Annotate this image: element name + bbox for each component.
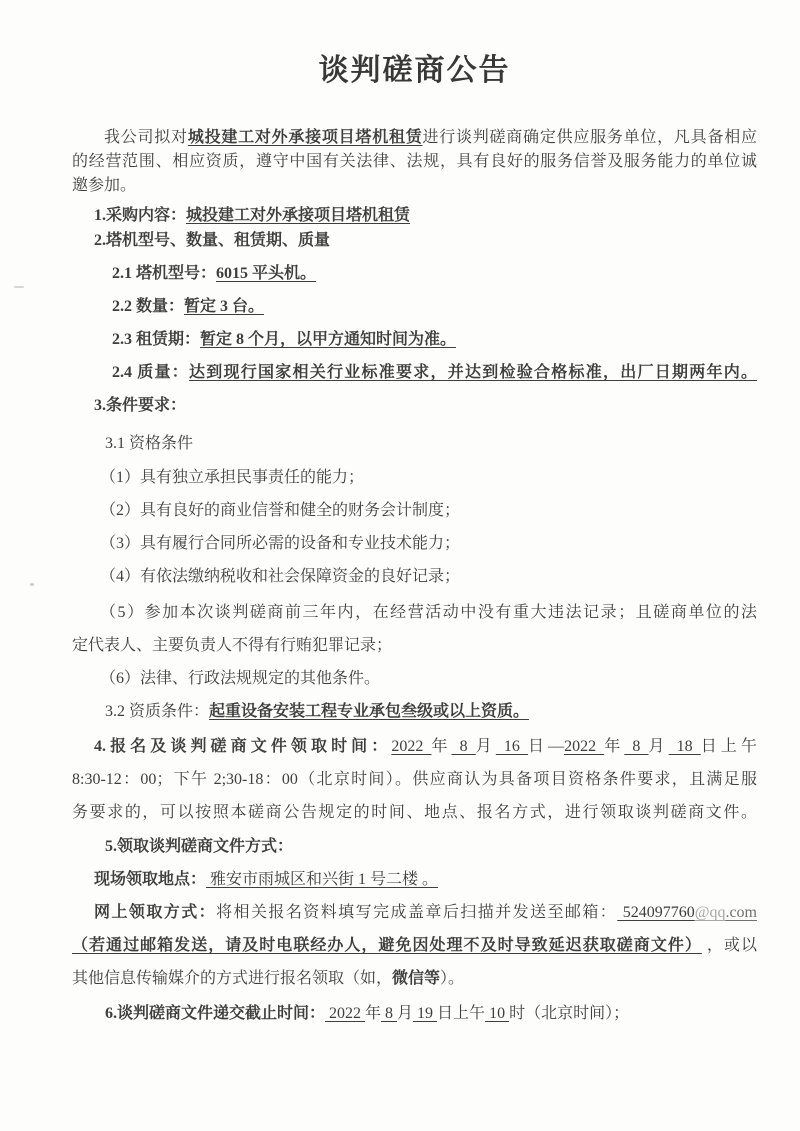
text-run: 2.塔机型号、数量、租赁期、质量: [94, 232, 331, 249]
text-run: 日上午: [437, 1005, 486, 1022]
text-run: 10: [485, 1005, 510, 1022]
text-run: 19: [413, 1005, 438, 1022]
item-4-line-1: [94, 730, 757, 763]
item-4-line-2: [72, 763, 757, 796]
text-run: 的经营范围、相应资质，遵守中国有关法律、法规，具有良好的服务信誉及服务能力的单位诚: [72, 153, 757, 170]
item-5-email-note: [72, 929, 757, 962]
text-run: 时（北京时间）；: [509, 1005, 630, 1022]
item-1-purchase-content: [94, 203, 757, 228]
text-run: 微信等: [392, 970, 441, 987]
text-run: 2022: [325, 1005, 366, 1022]
item-2-2-quantity: [112, 290, 757, 323]
text-run: 3.2 资质条件：: [105, 703, 210, 720]
text-run: 城投建工对外承接项目塔机租赁: [186, 207, 411, 224]
text-run: 起重设备安装工程专业承包叁级或以上资质。: [209, 703, 530, 720]
text-run: 2.4 质量：: [112, 364, 189, 381]
item-2-3-lease-term: [112, 323, 757, 356]
text-run: 3.条件要求：: [94, 397, 187, 414]
text-run: 网上领取方式：: [94, 904, 217, 921]
intro-line-3: [72, 174, 757, 198]
text-run: （3）具有履行合同所必需的设备和专业技术能力；: [100, 535, 461, 552]
item-2-1-model: [112, 257, 757, 290]
text-run: 邀参加。: [72, 177, 137, 194]
text-run: 现场领取地点：: [94, 871, 207, 888]
text-run: 2.1 塔机型号：: [112, 265, 217, 282]
text-run: 4.报名及谈判磋商文件领取时间：: [94, 738, 392, 755]
condition-5-line-1: [100, 596, 757, 629]
item-3-heading: [94, 389, 757, 422]
text-run: @qq: [694, 904, 726, 921]
text-run: 8:30-12：00；下午 2;30-18：00（北京时间）。供应商认为具备项目资格条件要求，且满足服: [72, 771, 757, 788]
condition-3: [100, 527, 757, 560]
text-run: 年: [604, 738, 625, 755]
text-run: 2022: [391, 738, 432, 755]
item-2-heading: [94, 228, 757, 253]
text-run: 我公司拟对: [104, 129, 188, 146]
text-run: 8: [381, 1005, 398, 1022]
text-run: 3.1 资格条件: [105, 435, 194, 452]
intro-line-1: [72, 126, 757, 150]
item-5-heading: [105, 830, 757, 863]
text-run: 将相关报名资料填写完成盖章后扫描并发送至邮箱：: [216, 904, 618, 921]
text-run: 雅安市雨城区和兴街 1 号二楼 。: [206, 871, 439, 888]
text-run: 2022: [564, 738, 605, 755]
page-title: 谈判磋商公告: [318, 54, 511, 87]
text-run: 月: [397, 1005, 414, 1022]
scan-artifact: [14, 286, 24, 288]
text-run: （5）参加本次谈判磋商前三年内，在经营活动中没有重大违法记录；且磋商单位的法: [100, 604, 757, 621]
text-run: （6）法律、行政法规规定的其他条件。: [100, 670, 381, 687]
text-run: （4）有依法缴纳税收和社会保障资金的良好记录；: [100, 568, 461, 585]
condition-4: [100, 560, 757, 593]
text-run: 2.3 租赁期：: [112, 331, 201, 348]
text-run: 月: [648, 738, 669, 755]
condition-2: [100, 494, 757, 527]
text-run: 8: [451, 738, 476, 755]
text-run: 城投建工对外承接项目塔机租赁: [187, 129, 423, 146]
text-run: 2.2 数量：: [112, 298, 185, 315]
text-run: 18: [668, 738, 701, 755]
item-3-2-credentials: [105, 695, 757, 728]
text-run: 1.采购内容：: [94, 207, 187, 224]
text-run: （若通过邮箱发送，请及时电联经办人，避免因处理不及时导致延迟获取磋商文件）: [72, 937, 702, 954]
scan-artifact: [30, 583, 34, 586]
condition-1: [100, 461, 757, 494]
condition-6: [100, 662, 757, 695]
text-run: 定代表人、主要负责人不得有行贿犯罪记录；: [72, 637, 393, 654]
item-5-online-method: [94, 896, 757, 929]
text-run: 暂定 3 台。: [184, 298, 265, 315]
text-run: 日上午: [700, 738, 757, 755]
text-run: 5.领取谈判磋商文件方式：: [105, 838, 294, 855]
text-run: 进行谈判磋商确定供应服务单位，凡具备相应: [422, 129, 757, 146]
text-run: 16: [495, 738, 529, 755]
text-run: 月: [475, 738, 496, 755]
intro-line-2: [72, 150, 757, 174]
text-run: 524097760: [617, 904, 695, 921]
text-run: （2）具有良好的商业信誉和健全的财务会计制度；: [100, 502, 461, 519]
text-run: 年: [365, 1005, 382, 1022]
item-3-1-qualification: [105, 427, 757, 460]
text-run: ）。: [440, 970, 465, 987]
item-4-line-3: [72, 796, 757, 829]
item-2-4-quality: [112, 356, 757, 389]
text-run: 6015 平头机。: [216, 265, 317, 282]
text-run: .com: [725, 904, 757, 921]
text-run: （1）具有独立承担民事责任的能力；: [100, 469, 365, 486]
item-5-onsite-location: [94, 863, 757, 896]
condition-5-line-2: [72, 629, 757, 662]
text-run: ，或以: [701, 937, 757, 954]
item-5-other-media: [72, 962, 757, 995]
text-run: 暂定 8 个月，以甲方通知时间为准。: [200, 331, 457, 348]
text-run: 日—: [528, 738, 565, 755]
text-run: 年: [431, 738, 452, 755]
item-6-deadline: [105, 997, 757, 1030]
text-run: 其他信息传输媒介的方式进行报名领取（如，: [72, 970, 393, 987]
text-run: 8: [624, 738, 649, 755]
text-run: 达到现行国家相关行业标准要求，并达到检验合格标准，出厂日期两年内。: [189, 364, 757, 381]
text-run: 6.谈判磋商文件递交截止时间：: [105, 1005, 326, 1022]
text-run: 务要求的，可以按照本磋商公告规定的时间、地点、报名方式，进行领取谈判磋商文件。: [72, 804, 757, 821]
